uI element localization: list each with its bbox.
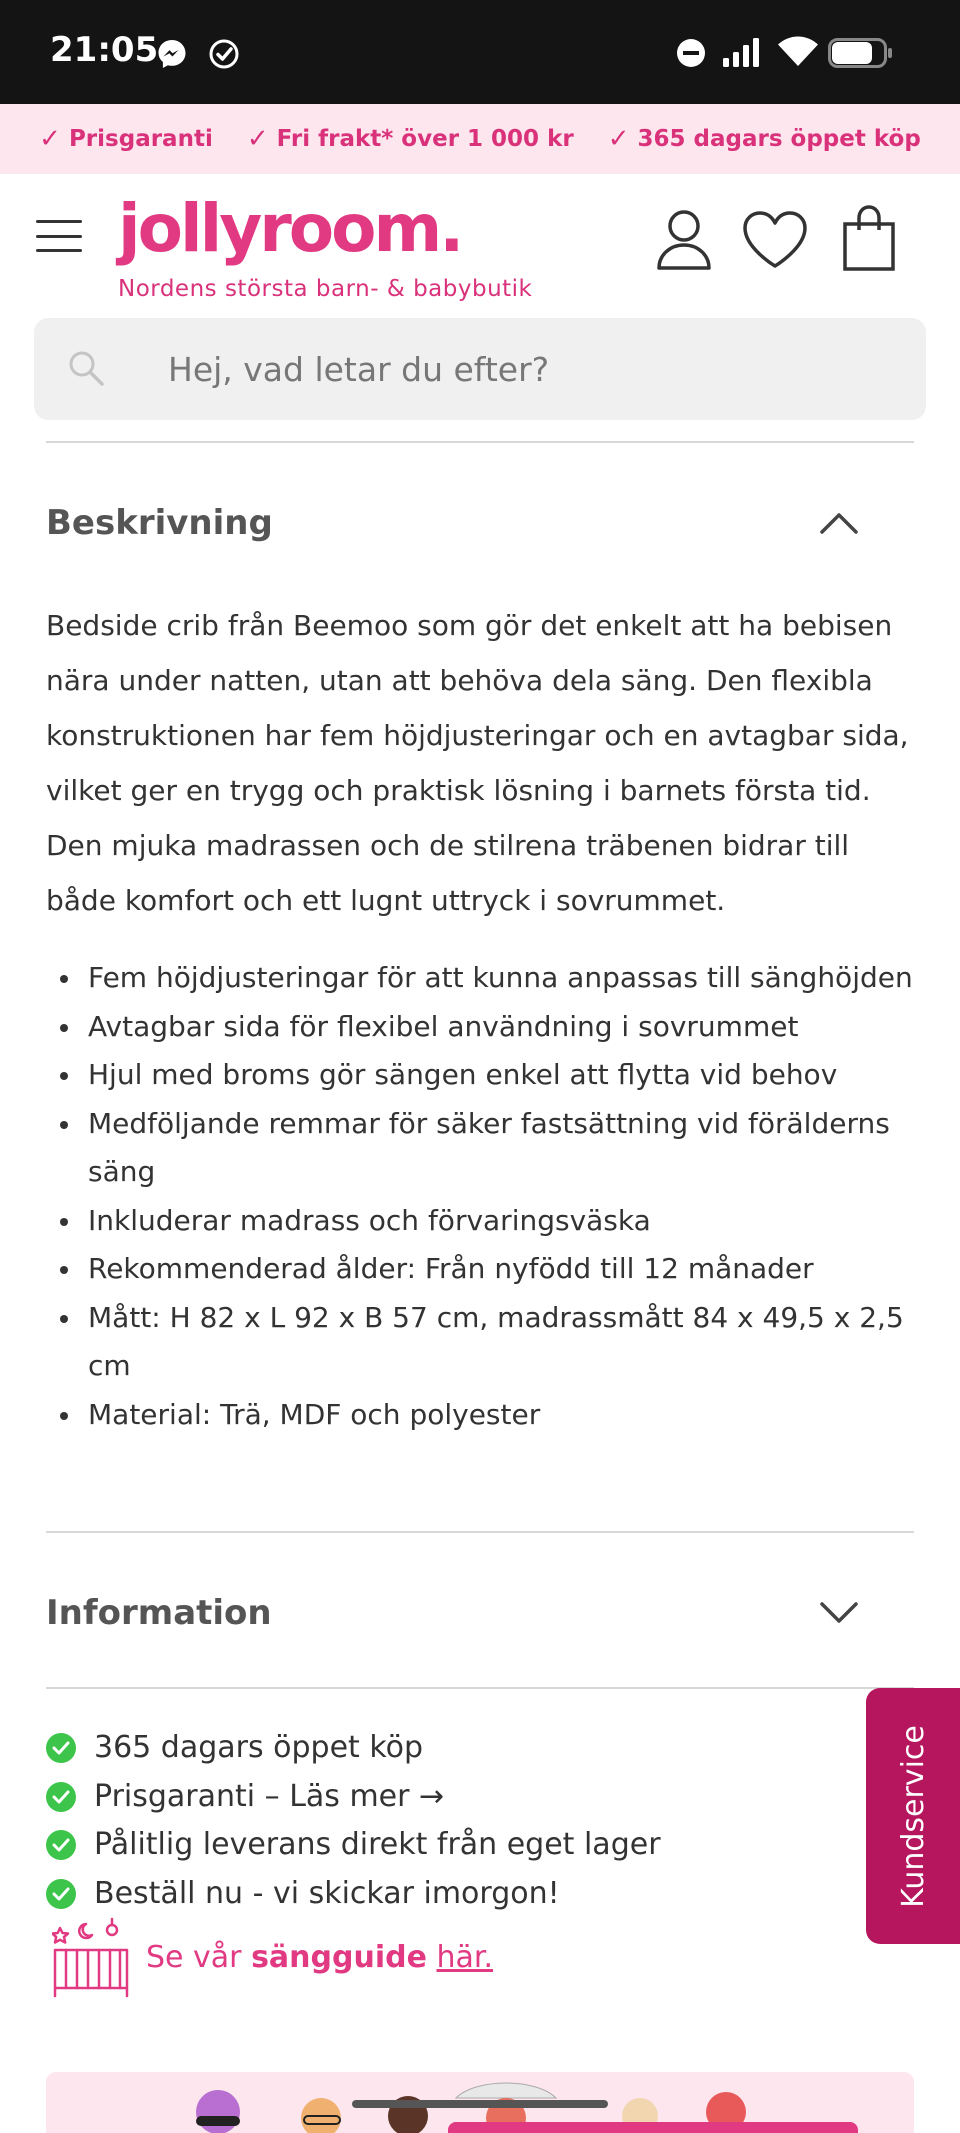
list-item: Medföljande remmar för säker fastsättning vid förälderns säng — [46, 1100, 926, 1197]
search-bar — [34, 318, 926, 420]
status-bar — [0, 0, 960, 104]
logo[interactable]: jollyroom. — [118, 190, 462, 267]
promo-label: 365 dagars öppet köp — [637, 126, 921, 152]
promo-item-oppet-kop — [608, 124, 921, 154]
site-header — [0, 174, 960, 304]
usp-label: Beställ nu - vi skickar imorgon! — [94, 1875, 560, 1911]
divider — [46, 1687, 914, 1689]
signal-icon — [722, 36, 762, 68]
list-item: Inkluderar madrass och förvaringsväska — [46, 1197, 926, 1246]
list-item: Mått: H 82 x L 92 x B 57 cm, madrassmått 84 x 49,5 x 2,5 cm — [46, 1294, 926, 1391]
search-input[interactable] — [168, 318, 888, 420]
customer-service-button[interactable] — [866, 1688, 960, 1944]
list-item: Rekommenderad ålder: Från nyfödd till 12 månader — [46, 1245, 926, 1294]
crib-icon — [52, 1916, 130, 1998]
guide-prefix: Se vår — [146, 1939, 242, 1975]
list-item: Avtagbar sida för flexibel användning i sovrummet — [46, 1003, 926, 1052]
bed-guide-row — [52, 1916, 493, 1998]
status-time: 21:05 — [50, 30, 159, 70]
guide-text — [146, 1940, 493, 1975]
list-item — [46, 1821, 746, 1870]
do-not-disturb-icon — [676, 38, 706, 68]
check-circle-icon — [208, 38, 240, 70]
tagline: Nordens största barn- & babybutik — [118, 276, 533, 302]
promo-label: Fri frakt* över 1 000 kr — [276, 126, 574, 152]
check-icon: ✓ — [246, 124, 269, 154]
section-title: Beskrivning — [46, 503, 273, 543]
check-circle-icon — [46, 1782, 76, 1812]
description-accordion-header[interactable] — [46, 483, 914, 563]
chevron-down-icon — [820, 1602, 858, 1624]
menu-icon[interactable] — [36, 220, 82, 252]
check-circle-icon — [46, 1830, 76, 1860]
information-accordion-header[interactable] — [46, 1573, 914, 1653]
cart-icon[interactable] — [842, 204, 896, 272]
promo-label: Prisgaranti — [68, 126, 213, 152]
promo-item-prisgaranti — [39, 124, 213, 154]
usp-list — [46, 1724, 746, 1918]
guide-strong: sängguide — [251, 1939, 427, 1975]
search-icon — [66, 348, 106, 388]
banner-button[interactable] — [448, 2122, 858, 2133]
list-item — [46, 1724, 746, 1773]
divider — [46, 441, 914, 443]
check-icon: ✓ — [607, 124, 630, 154]
list-item: Material: Trä, MDF och polyester — [46, 1391, 926, 1440]
usp-label[interactable]: Prisgaranti – Läs mer → — [94, 1778, 445, 1814]
list-item: Fem höjdjusteringar för att kunna anpassas till sänghöjden — [46, 954, 926, 1003]
account-icon[interactable] — [656, 208, 712, 270]
list-item — [46, 1870, 746, 1919]
home-indicator — [352, 2100, 608, 2108]
list-item: Hjul med broms gör sängen enkel att flytta vid behov — [46, 1051, 926, 1100]
feature-list — [46, 954, 926, 1439]
chevron-up-icon — [820, 512, 858, 534]
divider — [46, 1531, 914, 1533]
guide-link[interactable]: här. — [436, 1939, 493, 1975]
check-circle-icon — [46, 1733, 76, 1763]
usp-label: 365 dagars öppet köp — [94, 1730, 424, 1765]
usp-label: Pålitlig leverans direkt från eget lager — [94, 1827, 661, 1862]
section-title: Information — [46, 1593, 272, 1633]
battery-icon — [828, 38, 894, 68]
promo-bar — [0, 104, 960, 174]
messenger-icon — [156, 38, 188, 70]
check-circle-icon — [46, 1879, 76, 1909]
customer-service-label: Kundservice — [895, 1724, 931, 1908]
promo-item-fri-frakt — [247, 124, 574, 154]
wifi-icon — [776, 34, 820, 68]
check-icon: ✓ — [39, 124, 61, 154]
description-text: Bedside crib från Beemoo som gör det enkelt att ha bebisen nära under natten, utan att behöva dela säng. Den flexibla konstruktionen har fem höjdjusteringar och en avtagbar sida, vilket ger en trygg och praktisk lösning i barnets första tid. Den mjuka madrassen och de stilrena träbenen bidrar till både komfort och ett lugnt uttryck i sovrummet. — [46, 609, 909, 917]
wishlist-icon[interactable] — [742, 210, 808, 270]
list-item[interactable] — [46, 1773, 746, 1822]
